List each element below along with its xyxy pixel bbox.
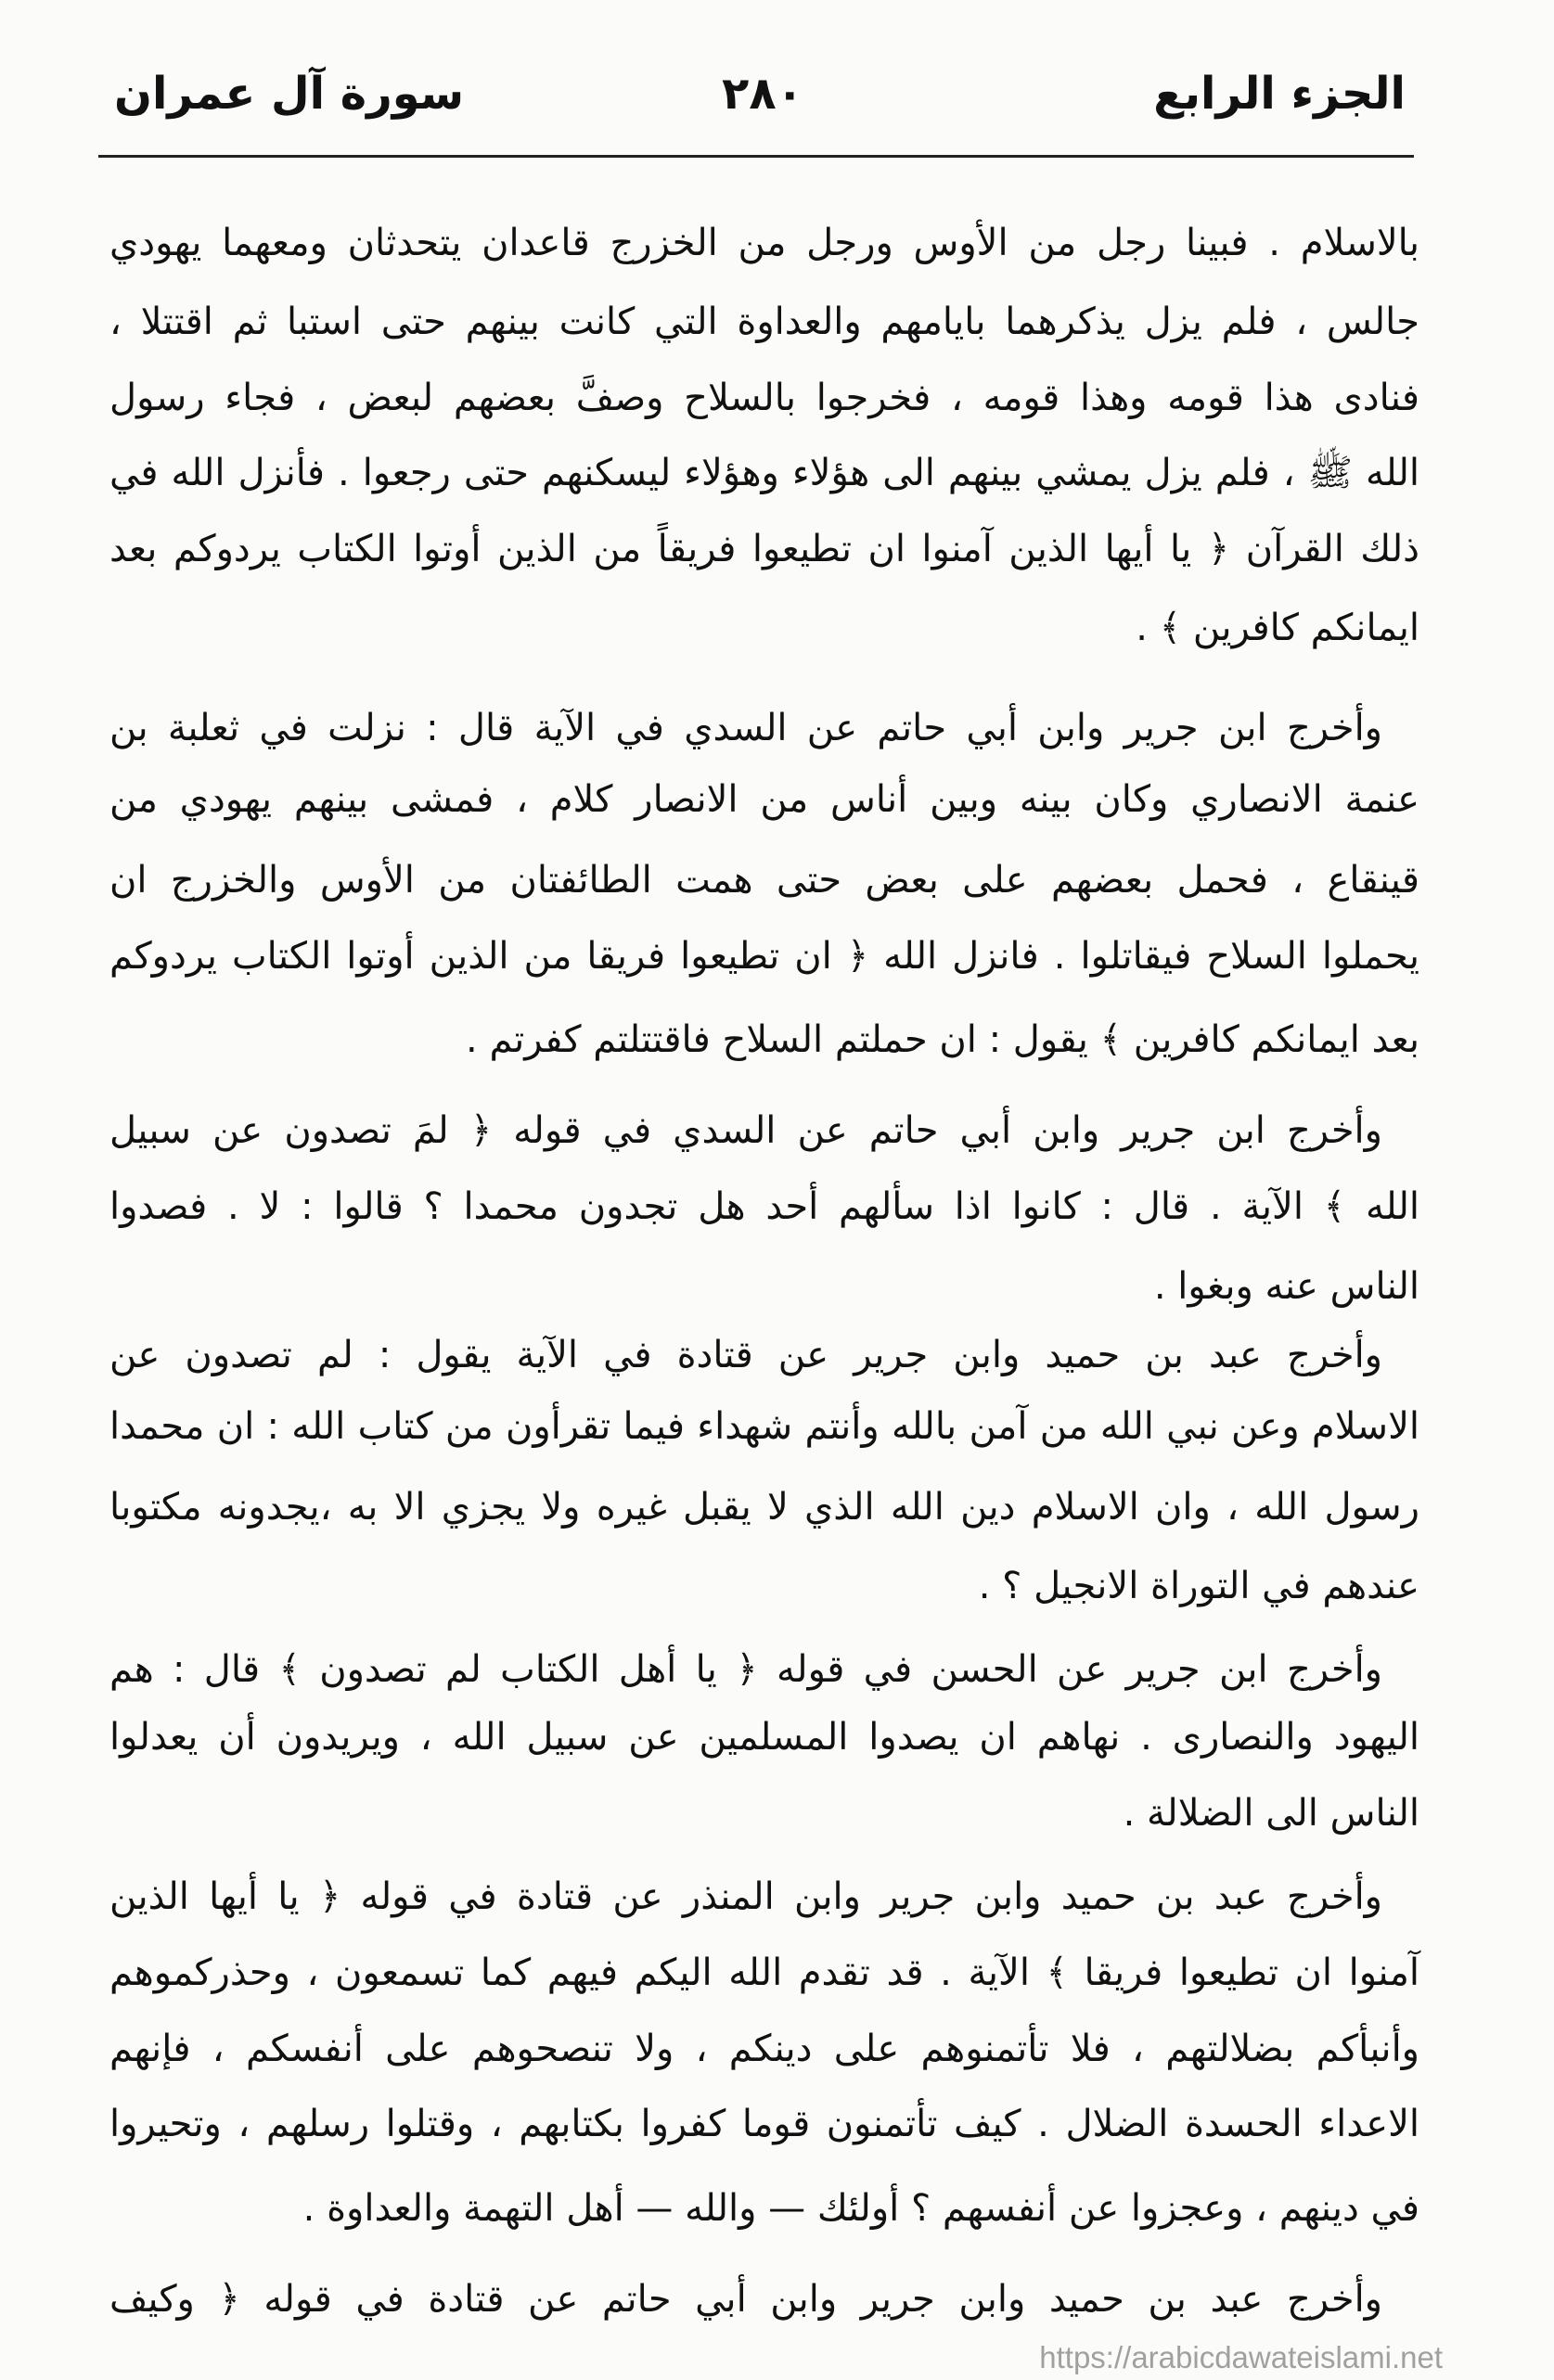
text-line: بالاسلام . فبينا رجل من الأوس ورجل من الخزرج قاعدان يتحدثان ومعهما يهودي [109,222,1419,264]
text-line: رسول الله ، وان الاسلام دين الله الذي لا يقبل غيره ولا يجزي الا به ،يجدونه مكتوبا [109,1486,1419,1529]
text-line: اليهود والنصارى . نهاهم ان يصدوا المسلمين عن سبيل الله ، ويريدون أن يعدلوا [109,1716,1419,1759]
text-line: عندهم في التوراة الانجيل ؟ . [978,1565,1419,1607]
text-line: وأخرج ابن جرير وابن أبي حاتم عن السدي في الآية قال : نزلت في ثعلبة بن [109,707,1382,749]
text-line: عنمة الانصاري وكان بينه وبين أناس من الانصار كلام ، فمشى بينهم يهودي من [109,778,1419,821]
text-line: الناس الى الضلالة . [1123,1792,1419,1835]
text-line: وأخرج عبد بن حميد وابن جرير وابن أبي حاتم عن قتادة في قوله ﴿ وكيف [109,2278,1382,2321]
text-line: الناس عنه وبغوا . [1153,1265,1419,1308]
text-line: آمنوا ان تطيعوا فريقا ﴾ الآية . قد تقدم الله اليكم فيهم كما تسمعون ، وحذركموهم [109,1951,1419,1994]
text-line: وأخرج ابن جرير وابن أبي حاتم عن السدي في قوله ﴿ لمَ تصدون عن سبيل [109,1109,1382,1152]
text-line: فنادى هذا قومه وهذا قومه ، فخرجوا بالسلاح وصفَّ بعضهم لبعض ، فجاء رسول [109,377,1419,419]
text-line: ايمانكم كافرين ﴾ . [1136,607,1419,649]
header-surah-title: سورة آل عمران [114,68,465,120]
text-line: وأنبأكم بضلالتهم ، فلا تأتمنوهم على دينكم ، ولا تنصحوهم على أنفسكم ، فإنهم [109,2028,1419,2070]
header-page-number: ٢٨٠ [722,68,803,120]
header-divider [98,155,1414,158]
watermark-text: https://arabicdawateislami.net [1039,2340,1443,2374]
text-line: الله ﴾ الآية . قال : كانوا اذا سألهم أحد هل تجدون محمدا ؟ قالوا : لا . فصدوا [109,1185,1419,1228]
text-line: وأخرج عبد بن حميد وابن جرير وابن المنذر عن قتادة في قوله ﴿ يا أيها الذين [109,1875,1382,1918]
text-line: في دينهم ، وعجزوا عن أنفسهم ؟ أولئك — والله — أهل التهمة والعداوة . [302,2187,1419,2230]
header-part-title: الجزء الرابع [1153,68,1406,120]
text-line: وأخرج ابن جرير عن الحسن في قوله ﴿ يا أهل الكتاب لم تصدون ﴾ قال : هم [109,1648,1382,1691]
text-line: ذلك القرآن ﴿ يا أيها الذين آمنوا ان تطيعوا فريقاً من الذين أوتوا الكتاب يردوكم بعد [109,528,1419,570]
text-line: الاسلام وعن نبي الله من آمن بالله وأنتم شهداء فيما تقرأون من كتاب الله : ان محمدا [109,1405,1419,1448]
text-line: يحملوا السلاح فيقاتلوا . فانزل الله ﴿ ان تطيعوا فريقا من الذين أوتوا الكتاب يردوكم [109,935,1419,978]
text-line: جالس ، فلم يزل يذكرهما بايامهم والعداوة التي كانت بينهم حتى استبا ثم اقتتلا ، [109,301,1419,343]
text-line: الله ﷺ ، فلم يزل يمشي بينهم الى هؤلاء وهؤلاء ليسكنهم حتى رجعوا . فأنزل الله في [109,452,1419,494]
text-line: بعد ايمانكم كافرين ﴾ يقول : ان حملتم السلاح فاقتتلتم كفرتم . [466,1018,1419,1061]
text-line: الاعداء الحسدة الضلال . كيف تأتمنون قوما كفروا بكتابهم ، وقتلوا رسلهم ، وتحيروا [109,2103,1419,2145]
text-line: وأخرج عبد بن حميد وابن جرير عن قتادة في الآية يقول : لم تصدون عن [109,1334,1382,1376]
text-line: قينقاع ، فحمل بعضهم على بعض حتى همت الطائفتان من الأوس والخزرج ان [109,859,1419,902]
